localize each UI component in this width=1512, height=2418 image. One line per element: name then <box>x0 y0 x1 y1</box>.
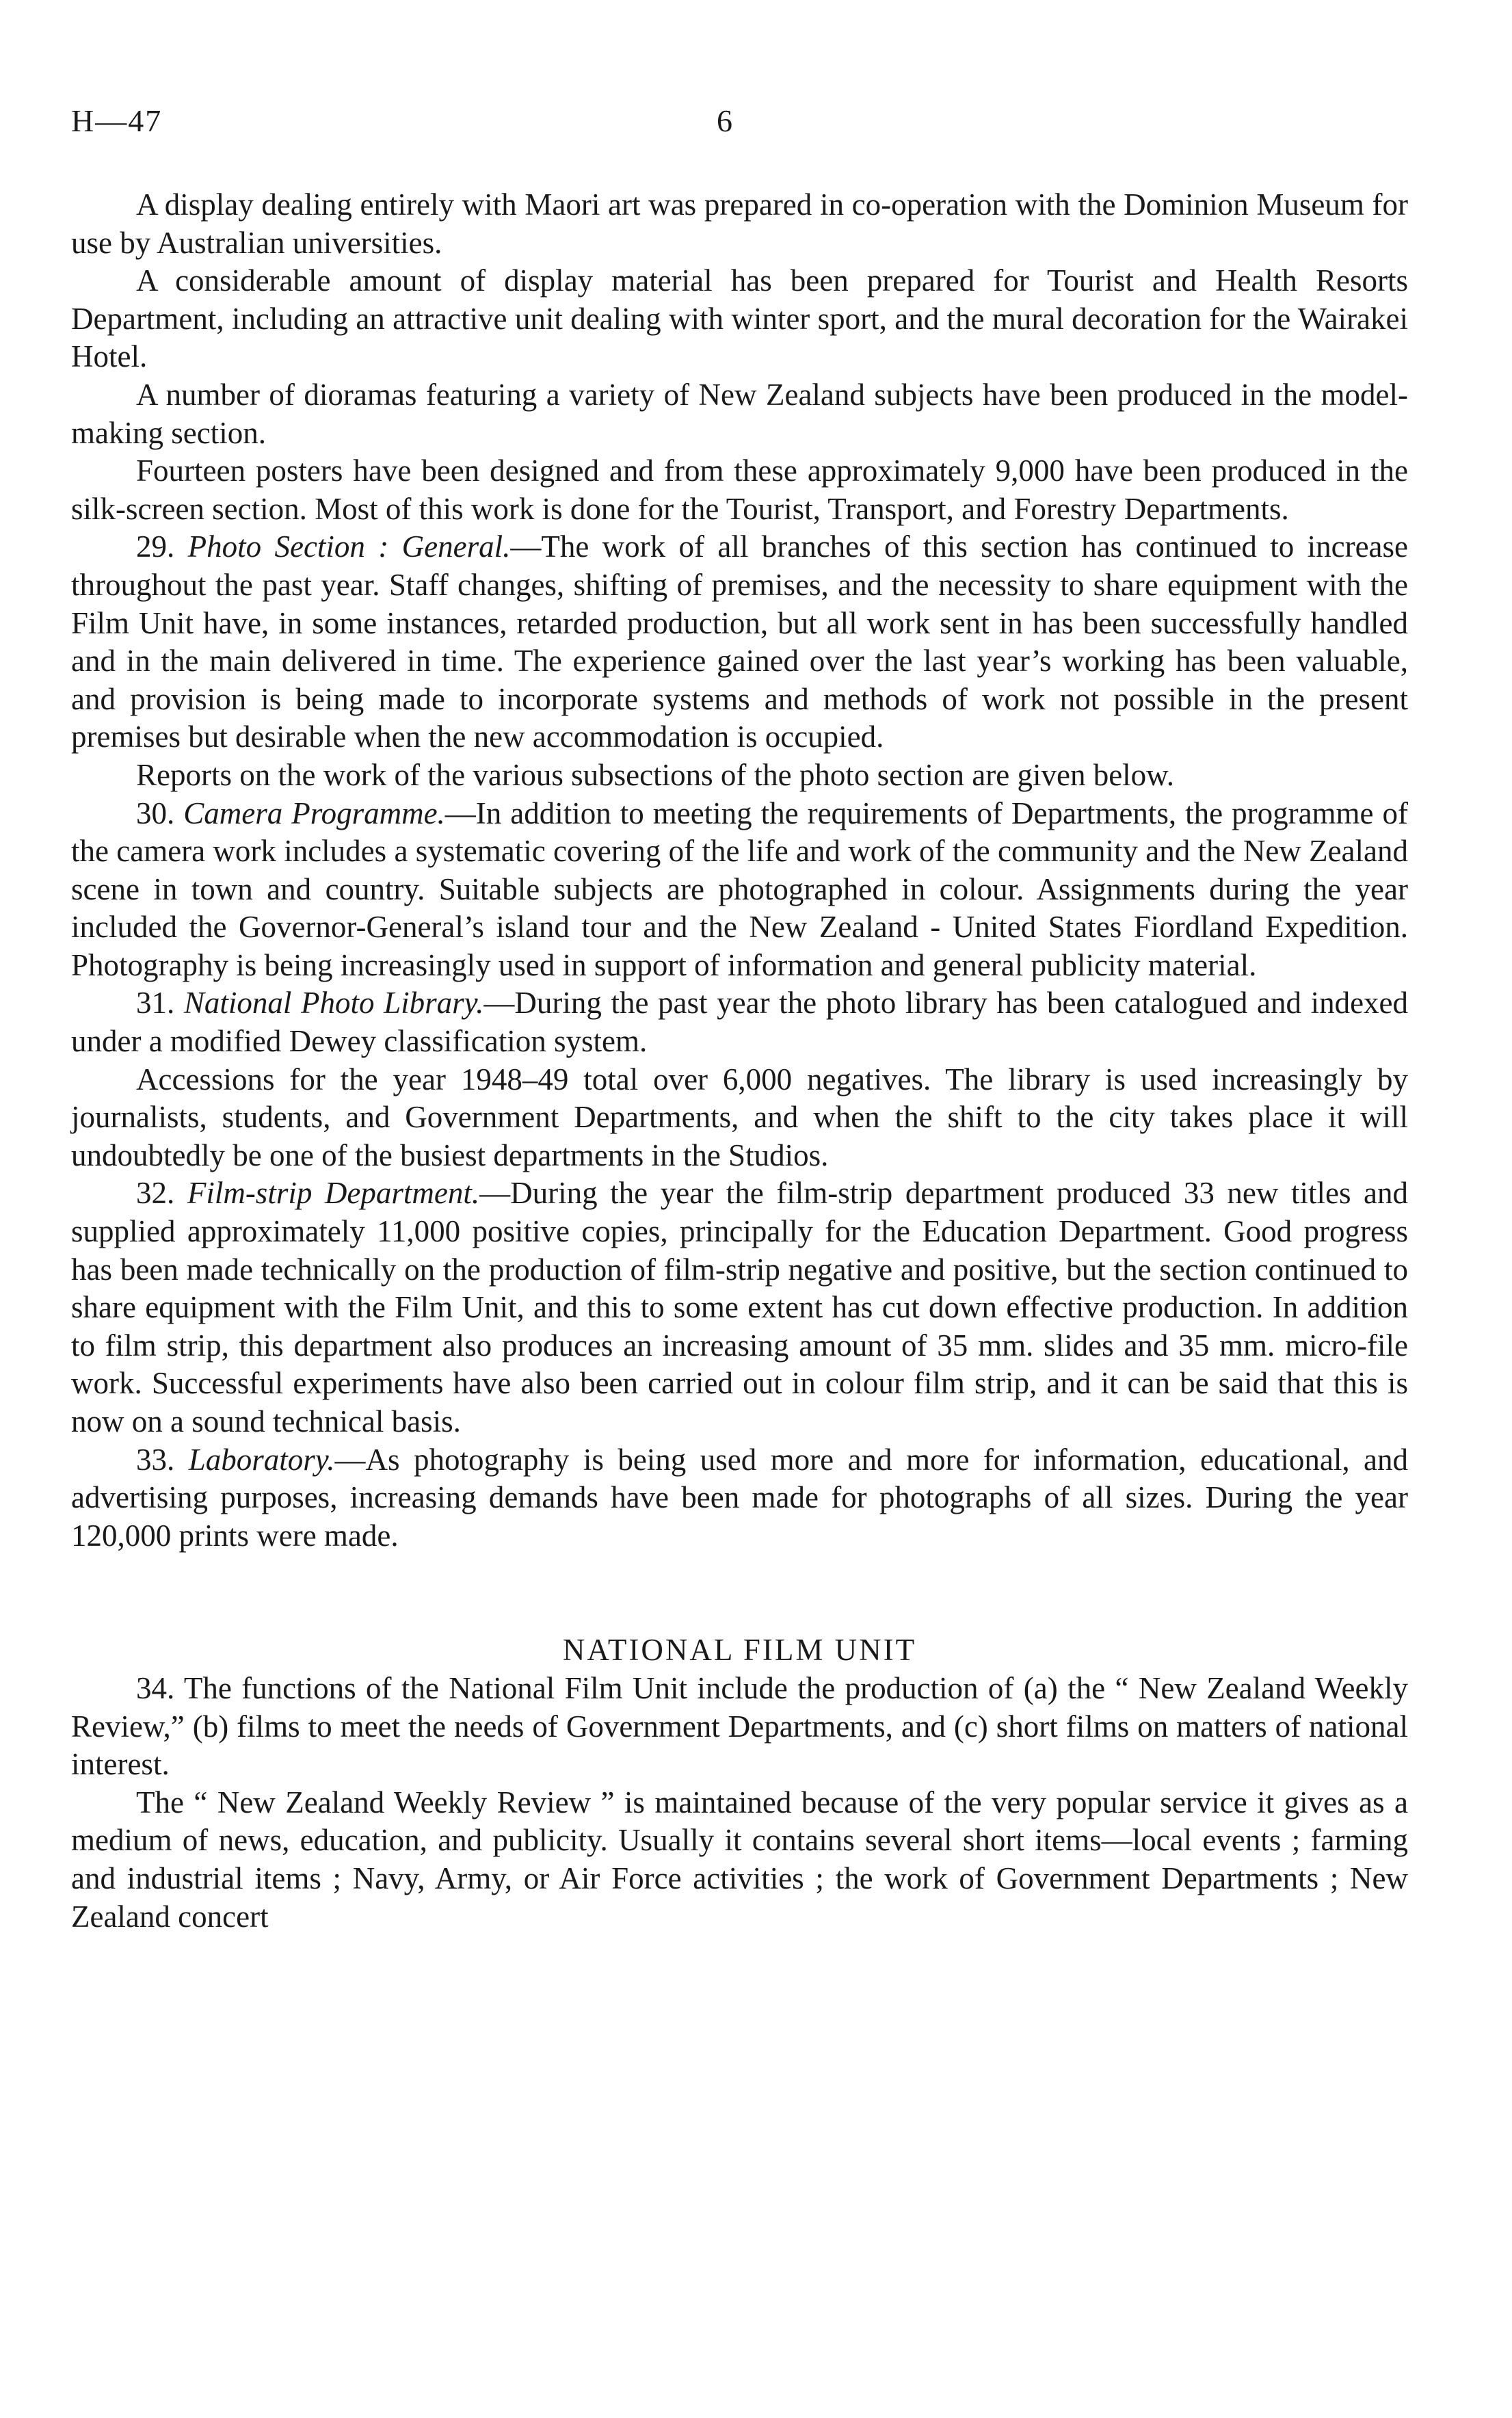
paragraph-title: Camera Programme. <box>183 796 445 830</box>
page-header <box>71 103 1439 144</box>
paragraph-number: 31. <box>136 986 175 1021</box>
paragraph-31-photo-library: 31. National Photo Library.—During the past year the photo library has been catalogued and indexed under a modified Dewey classification system. <box>71 986 1409 1059</box>
paragraph-number: 30. <box>136 796 175 830</box>
paragraph-posters: Fourteen posters have been designed and from these approximately 9,000 have been produced in the silk-screen section. Most of this work is done for the Tourist, Transport, and Forestry Departments. <box>71 454 1408 526</box>
page-number: 6 <box>717 103 732 138</box>
paragraph-29-photo-section: 29. Photo Section : General.—The work of all branches of this section has continued to increase throughout the past year. Staff changes, shifting of premises, and the necessity to share equipment with the Film Unit have, in some instances, retarded production, but all work sent in has been successfully handled and in the main delivered in time. The experience gained over the last year’s working has been valuable, and provision is being made to incorporate systems and methods of work not possible in the present premises but desirable when the new accommodation is occupied. <box>71 529 1409 754</box>
paragraph-reports: Reports on the work of the various subsections of the photo section are given below. <box>136 757 1175 792</box>
paragraph-33-laboratory: 33. Laboratory.—As photography is being used more and more for information, educational, and advertising purposes, increasing demands have been made for photographs of all sizes. During the year 120,000 prints were made. <box>71 1442 1409 1553</box>
page-body <box>71 186 1408 1936</box>
paragraph-title: Film-strip Department. <box>187 1176 480 1211</box>
paragraph-32-film-strip: 32. Film-strip Department.—During the year the film-strip department produced 33 new titles and supplied approximately 11,000 positive copies, principally for the Education Department. Good progress has been made technically on the production of film-strip negative and positive, but the section continued to share equipment with the Film Unit, and this to some extent has cut down effective production. In addition to film strip, this department also produces an increasing amount of 35 mm. slides and 35 mm. micro-file work. Successful experiments have also been carried out in colour film strip, and it can be said that this is now on a sound technical basis. <box>71 1176 1408 1438</box>
paragraph-title: Laboratory. <box>188 1442 335 1477</box>
paragraph-weekly-review: The “ New Zealand Weekly Review ” is maintained because of the very popular service it gives as a medium of news, education, and publicity. Usually it contains several short items—local events ; farming and industrial items ; Navy, Army, or Air Force activities ; the work of Government Departments ; New Zealand concert <box>71 1785 1408 1934</box>
paragraph-number: 33. <box>136 1442 175 1477</box>
section-heading: NATIONAL FILM UNIT <box>562 1633 917 1668</box>
paragraph-title: Photo Section : General. <box>187 529 511 564</box>
paragraph-tourist-display: A considerable amount of display material has been prepared for Tourist and Health Resorts Department, including an attractive unit dealing with winter sport, and the mural decoration for the Wairakei Hotel. <box>71 263 1408 374</box>
paragraph-dioramas: A number of dioramas featuring a variety of New Zealand subjects have been produced in the model-making section. <box>71 377 1408 450</box>
paragraph-30-camera-programme: 30. Camera Programme.—In addition to meeting the requirements of Departments, the programme of the camera work includes a systematic covering of the life and work of the community and the New Zealand scene in town and country. Suitable subjects are photographed in colour. Assignments during the year included the Governor-General’s island tour and the New Zealand - United States Fiordland Expedition. Photography is being increasingly used in support of information and general publicity material. <box>71 796 1409 982</box>
paragraph-34-film-unit-functions: 34. The functions of the National Film Unit include the production of (a) the “ New Zealand Weekly Review,” (b) films to meet the needs of Government Departments, and (c) short films on matters of national interest. <box>71 1670 1408 1782</box>
paragraph-maori-art: A display dealing entirely with Maori art was prepared in co-operation with the Dominion Museum for use by Australian universities. <box>71 187 1408 260</box>
paragraph-title: National Photo Library. <box>183 986 484 1021</box>
document-reference: H—47 <box>71 103 163 138</box>
paragraph-number: 29. <box>136 529 175 564</box>
paragraph-number: 32. <box>136 1176 175 1211</box>
paragraph-accessions: Accessions for the year 1948–49 total over 6,000 negatives. The library is used increasingly by journalists, students, and Government Departments, and when the shift to the city takes place it will undoubtedly be one of the busiest departments in the Studios. <box>71 1062 1408 1172</box>
paragraph-number: 34. <box>136 1670 175 1705</box>
